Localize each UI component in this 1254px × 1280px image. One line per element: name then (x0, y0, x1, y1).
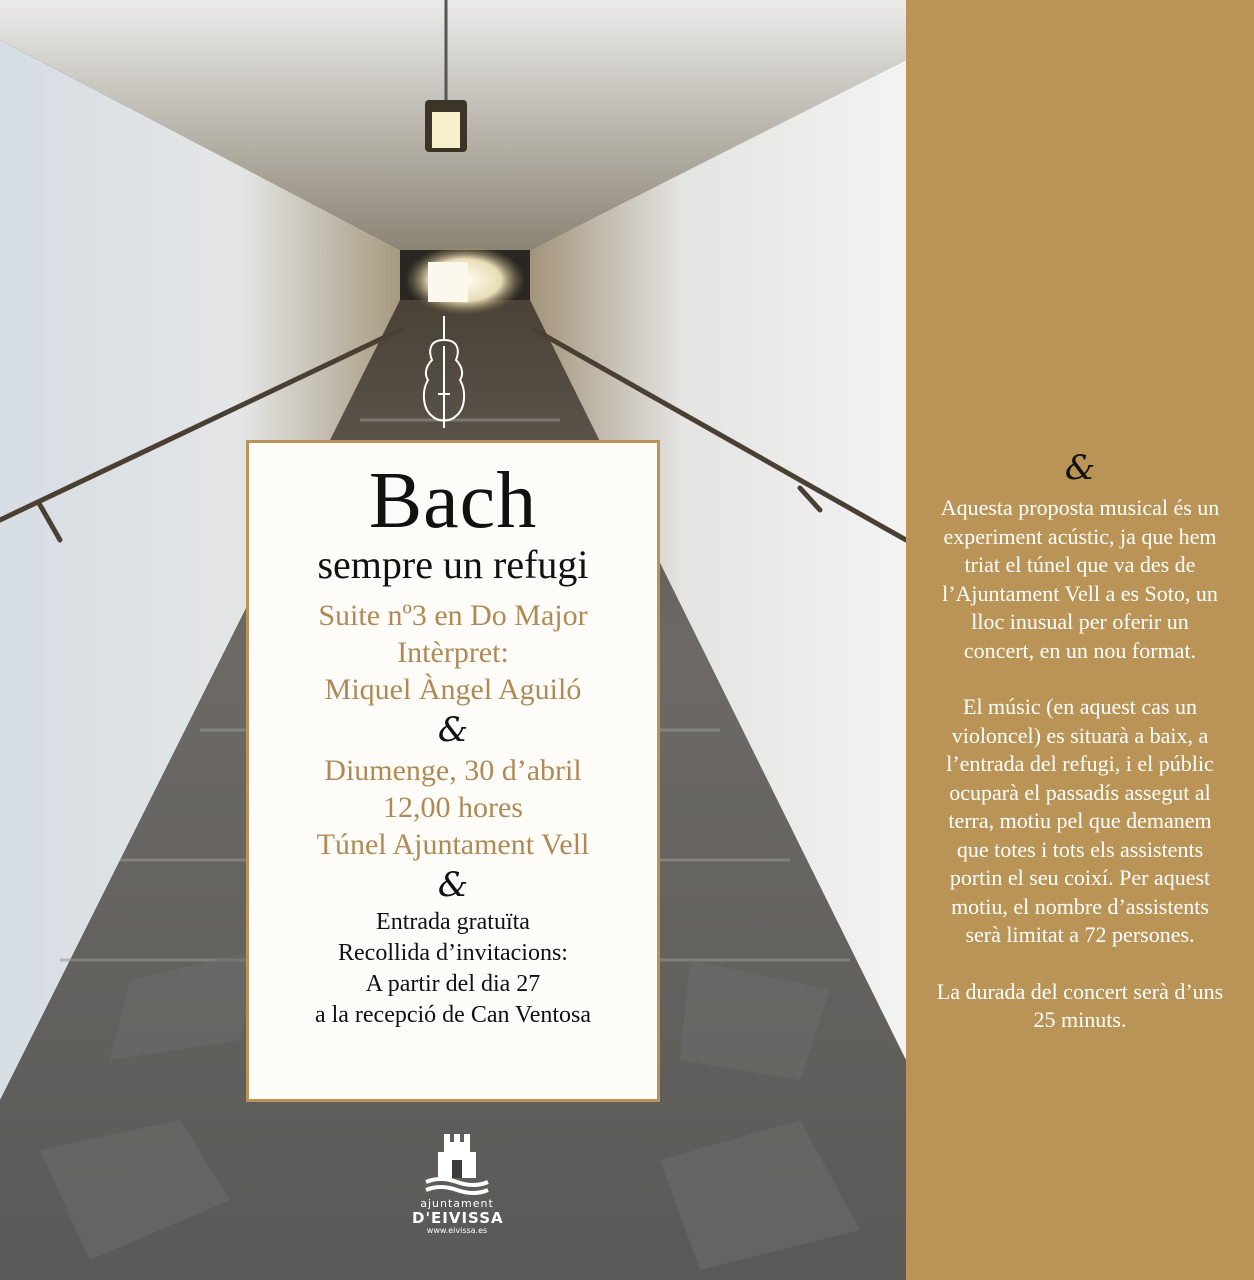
castle-tower-icon (422, 1132, 492, 1196)
logo-line-ajuntament: ajuntament (420, 1197, 494, 1210)
event-title: Bach (368, 457, 538, 545)
performer-name: Miquel Àngel Aguiló (324, 673, 582, 706)
entry-line: A partir del dia 27 (365, 971, 541, 997)
logo-line-eivissa: D'EIVISSA (412, 1209, 504, 1227)
logo-url: www.eivissa.es (426, 1226, 488, 1235)
event-card (246, 440, 660, 1102)
entry-line: Entrada gratuïta (376, 909, 530, 935)
performer-label: Intèrpret: (397, 636, 509, 669)
ajuntament-logo (412, 1132, 502, 1252)
ampersand-ornament-icon: & (437, 710, 469, 750)
ampersand-ornament-icon: & (1064, 448, 1096, 488)
event-time: 12,00 hores (383, 791, 523, 824)
event-venue: Túnel Ajuntament Vell (316, 828, 590, 861)
ampersand-ornament-icon: & (437, 865, 469, 905)
event-date: Diumenge, 30 d’abril (324, 754, 582, 787)
info-paragraph: La durada del concert serà d’uns 25 minuts. (936, 978, 1224, 1032)
info-panel (906, 0, 1254, 1280)
event-subtitle: sempre un refugi (317, 542, 589, 587)
info-paragraph: El músic (en aquest cas un violoncel) es situarà a baix, a l’entrada del refugi, i el públic ocuparà el passadís assegut al terra, motiu pel que demanem que totes i tots els assistents portin el seu coixí. Per aquest motiu, el nombre d’assistents serà limitat a 72 persones. (946, 694, 1214, 947)
info-paragraph: Aquesta proposta musical és un experiment acústic, ja que hem triat el túnel que va des de l’Ajuntament Vell a es Soto, un lloc inusual per oferir un concert, en un nou format. (940, 495, 1220, 663)
cello-icon (418, 316, 470, 428)
entry-line: a la recepció de Can Ventosa (314, 1002, 592, 1028)
work-title: Suite nº3 en Do Major (318, 599, 588, 632)
entry-line: Recollida d’invitacions: (338, 940, 568, 966)
